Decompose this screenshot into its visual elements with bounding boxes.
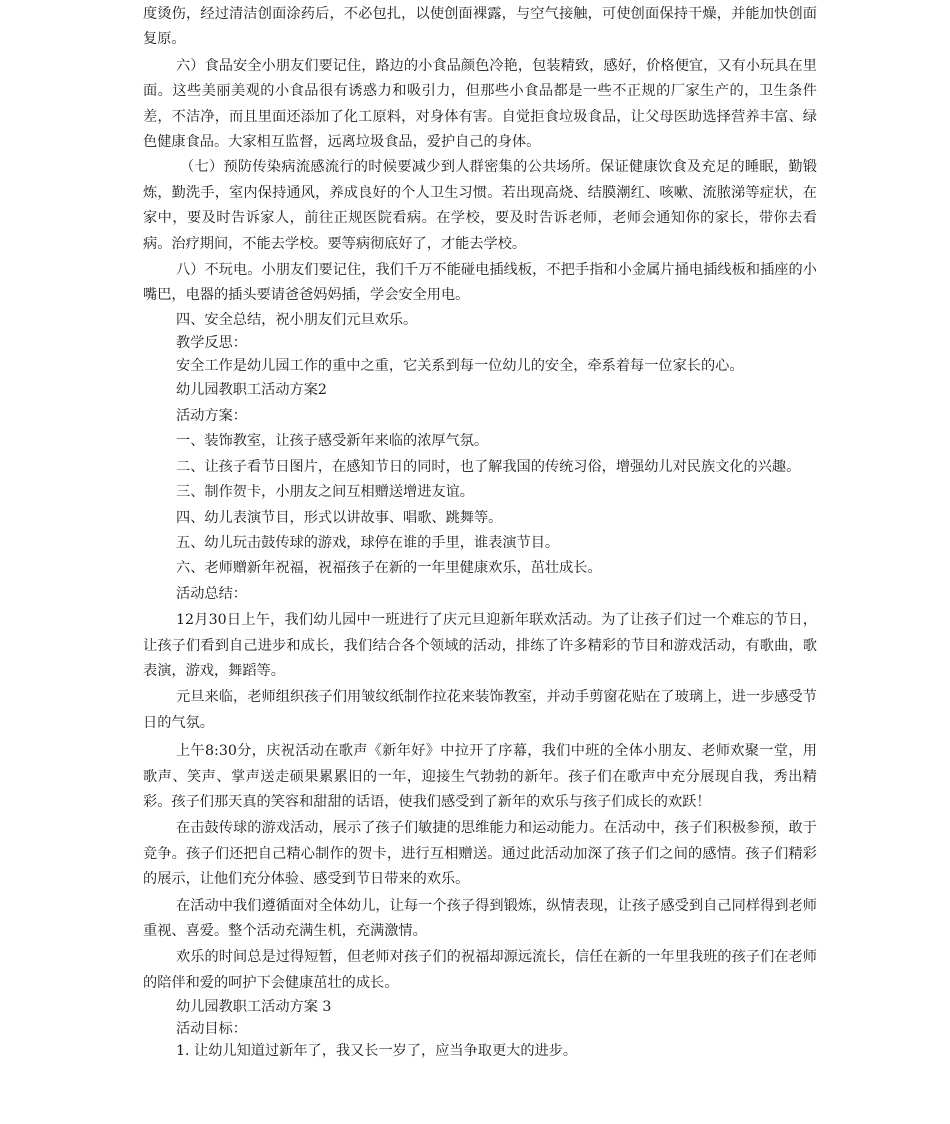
paragraph-drum-game: 在击鼓传球的游戏活动，展示了孩子们敏捷的思维能力和运动能力。在活动中，孩子们积极参预，敢于竞争。孩子们还把自己精心制作的贺卡，进行互相赠送。通过此活动加深了孩子们之间的感情。孩子们精彩的展示，让他们充分体验、感受到节日带来的欢乐。 bbox=[143, 820, 817, 888]
paragraph-summary: 四、安全总结，祝小朋友们元旦欢乐。 bbox=[176, 311, 418, 328]
heading-activity-plan: 活动方案： bbox=[176, 407, 247, 424]
heading-teaching-reflection: 教学反思： bbox=[176, 335, 247, 352]
paragraph-disease-prevention: （七）预防传染病流感流行的时候要减少到人群密集的公共场所。保证健康饮食及充足的睡眠，勤锻炼，勤洗手，室内保持通风，养成良好的个人卫生习惯。若出现高烧、结膜潮红、咳嗽、流脓涕等症状，在家中，要及时告诉家人，前往正规医院看病。在学校，要及时告诉老师，老师会通知你的家长，带你去看病。治疗期间，不能去学校。要等病彻底好了，才能去学校。 bbox=[143, 159, 817, 252]
heading-activity-goals: 活动目标： bbox=[176, 1021, 247, 1038]
paragraph-decorating: 元旦来临，老师组织孩子们用皱纹纸制作拉花来装饰教室，并动手剪窗花贴在了玻璃上，进一步感受节日的气氛。 bbox=[143, 689, 817, 731]
paragraph-dec-30: 12月30日上午，我们幼儿园中一班进行了庆元旦迎新年联欢活动。为了让孩子们过一个难忘的节日，让孩子们看到自己进步和成长，我们结合各个领域的活动，排练了许多精彩的节目和游戏活动，有歌曲，歌表演，游戏，舞蹈等。 bbox=[143, 612, 817, 679]
goal-item-1: 1. 让幼儿知道过新年了，我又长一岁了，应当争取更大的进步。 bbox=[176, 1043, 578, 1060]
heading-activity-summary: 活动总结： bbox=[176, 585, 247, 602]
paragraph-celebration: 上午8:30分，庆祝活动在歌声《新年好》中拉开了序幕，我们中班的全体小朋友、老师欢聚一堂，用歌声、笑声、掌声送走硕果累累旧的一年，迎接生气勃勃的新年。孩子们在歌声中充分展现自我，秀出精彩。孩子们那天真的笑容和甜甜的话语，使我们感受到了新年的欢乐与孩子们成长的欢跃！ bbox=[143, 743, 817, 810]
plan-item-2: 二、让孩子看节日图片，在感知节日的同时，也了解我国的传统习俗，增强幼儿对民族文化的兴趣。 bbox=[176, 458, 801, 475]
paragraph-electric-safety: 八）不玩电。小朋友们要记住，我们千万不能碰电插线板，不把手指和小金属片捅电插线板和插座的小嘴巴，电器的插头要请爸爸妈妈插，学会安全用电。 bbox=[143, 262, 817, 304]
plan-item-4: 四、幼儿表演节目，形式以讲故事、唱歌、跳舞等。 bbox=[176, 509, 503, 526]
heading-plan-3: 幼儿园教职工活动方案 3 bbox=[176, 999, 332, 1016]
paragraph-food-safety: 六）食品安全小朋友们要记住，路边的小食品颜色冷艳，包装精致，感好，价格便宜，又有小玩具在里面。这些美丽美观的小食品很有诱惑力和吸引力，但那些小食品都是一些不正规的厂家生产的，卫生条件差，不洁净，而且里面还添加了化工原料，对身体有害。自觉拒食垃圾食品，让父母医助选择营养丰富、绿色健康食品。大家相互监督，远离垃圾食品，爱护自己的身体。 bbox=[143, 57, 817, 151]
paragraph-reflection: 安全工作是幼儿园工作的重中之重，它关系到每一位幼儿的安全，牵系着每一位家长的心。 bbox=[176, 358, 744, 375]
paragraph-happy-time: 欢乐的时间总是过得短暂，但老师对孩子们的祝福却源远流长，信任在新的一年里我班的孩子们在老师的陪伴和爱的呵护下会健康茁壮的成长。 bbox=[143, 949, 817, 991]
plan-item-6: 六、老师赠新年祝福，祝福孩子在新的一年里健康欢乐，茁壮成长。 bbox=[176, 560, 602, 577]
paragraph-all-children: 在活动中我们遵循面对全体幼儿，让每一个孩子得到锻炼，纵情表现，让孩子感受到自己同样得到老师重视、喜爱。整个活动充满生机，充满激情。 bbox=[143, 897, 817, 940]
plan-item-3: 三、制作贺卡，小朋友之间互相赠送增进友谊。 bbox=[176, 484, 474, 501]
plan-item-5: 五、幼儿玩击鼓传球的游戏，球停在谁的手里，谁表演节目。 bbox=[176, 534, 560, 551]
plan-item-1: 一、装饰教室，让孩子感受新年来临的浓厚气氛。 bbox=[176, 433, 489, 450]
document-page bbox=[143, 0, 817, 1064]
heading-plan-2: 幼儿园教职工活动方案2 bbox=[176, 382, 327, 399]
paragraph-burn-care: 度烫伤，经过清洁创面涂药后，不必包扎，以使创面裸露，与空气接触，可使创面保持干燥，并能加快创面复原。 bbox=[143, 6, 817, 48]
